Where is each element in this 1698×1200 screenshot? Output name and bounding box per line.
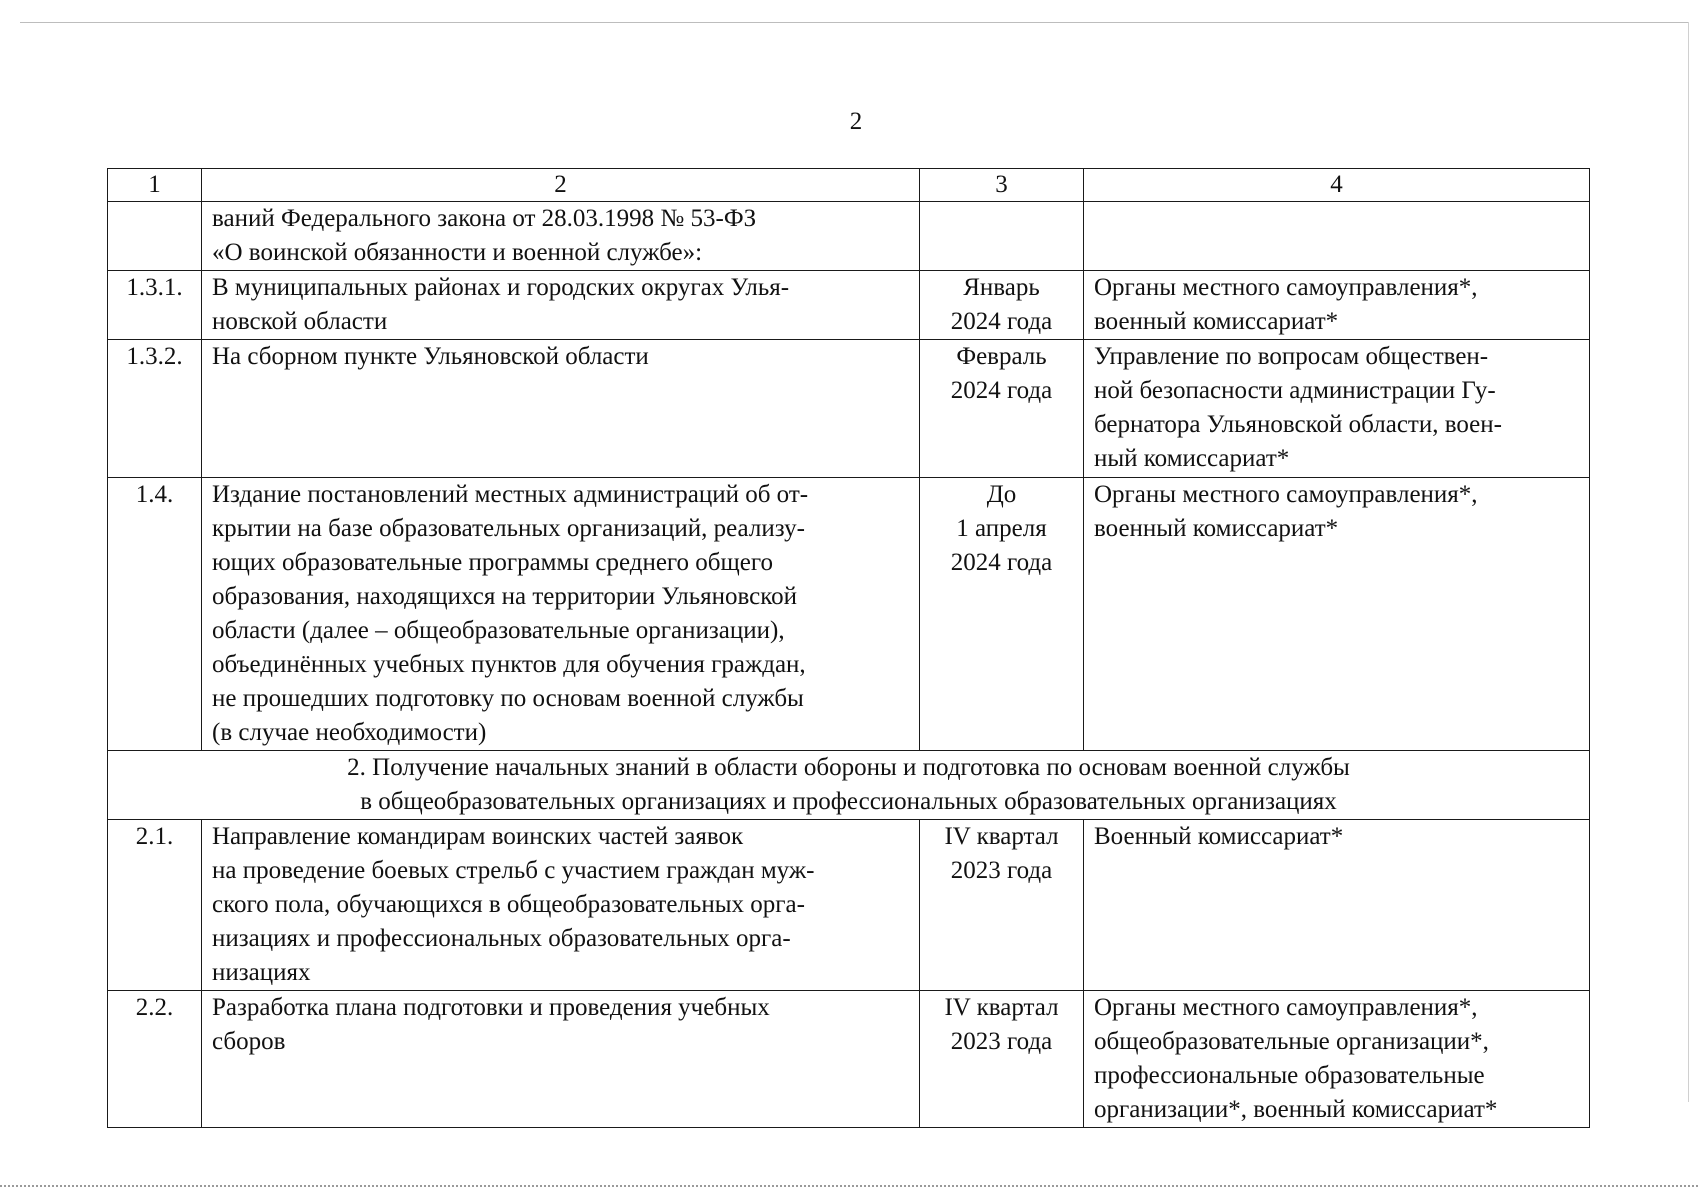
term-line: 2023 года xyxy=(950,1028,1053,1055)
responsible-line: Управление по вопросам обществен- xyxy=(1094,343,1489,370)
task-line: низациях xyxy=(212,959,311,986)
row-term xyxy=(920,820,1084,991)
task-line: На сборном пункте Ульяновской области xyxy=(212,343,649,370)
row-responsible xyxy=(1084,271,1590,340)
task-line: не прошедших подготовку по основам военной службы xyxy=(212,685,804,712)
responsible-line: организации*, военный комиссариат* xyxy=(1094,1096,1498,1123)
row-number: 1.3.1. xyxy=(108,271,202,340)
responsible-line: военный комиссариат* xyxy=(1094,308,1339,335)
row-task xyxy=(202,202,920,271)
row-term xyxy=(920,271,1084,340)
task-line: В муниципальных районах и городских округах Улья- xyxy=(212,274,790,301)
scan-edge-top xyxy=(20,22,1688,23)
task-line: ского пола, обучающихся в общеобразовательных орга- xyxy=(212,891,805,918)
responsible-line: военный комиссариат* xyxy=(1094,515,1339,542)
term-line: 2024 года xyxy=(950,549,1053,576)
responsible-line: бернатора Ульяновской области, воен- xyxy=(1094,411,1502,438)
section-heading xyxy=(108,751,1590,820)
header-col-4: 4 xyxy=(1084,169,1590,202)
task-line: «О воинской обязанности и военной службе»: xyxy=(212,239,703,266)
row-term xyxy=(920,478,1084,751)
responsible-line: общеобразовательные организации*, xyxy=(1094,1028,1489,1055)
row-task xyxy=(202,991,920,1128)
task-line: ющих образовательные программы среднего общего xyxy=(212,549,773,576)
task-line: сборов xyxy=(212,1028,286,1055)
responsible-line: ный комиссариат* xyxy=(1094,445,1290,472)
task-line: области (далее – общеобразовательные организации), xyxy=(212,617,785,644)
page-number: 2 xyxy=(849,108,863,135)
row-number: 1.3.2. xyxy=(108,340,202,478)
term-line: 2024 года xyxy=(950,308,1053,335)
task-line: Направление командирам воинских частей заявок xyxy=(212,823,744,850)
term-line: IV квартал xyxy=(944,994,1059,1021)
term-line: 2024 года xyxy=(950,377,1053,404)
row-task xyxy=(202,271,920,340)
responsible-line: Военный комиссариат* xyxy=(1094,823,1344,850)
responsible-line: ной безопасности администрации Гу- xyxy=(1094,377,1496,404)
term-line: Январь xyxy=(963,274,1040,301)
task-line: (в случае необходимости) xyxy=(212,719,487,746)
row-number: 2.2. xyxy=(108,991,202,1128)
row-responsible xyxy=(1084,340,1590,478)
scan-edge-bottom xyxy=(0,1185,1698,1187)
task-line: объединённых учебных пунктов для обучения граждан, xyxy=(212,651,806,678)
plan-table xyxy=(107,168,1590,1128)
section-heading-line: 2. Получение начальных знаний в области обороны и подготовка по основам военной службы xyxy=(347,754,1350,781)
row-term xyxy=(920,202,1084,271)
term-line: 2023 года xyxy=(950,857,1053,884)
task-line: ваний Федерального закона от 28.03.1998 № 53-ФЗ xyxy=(212,205,757,232)
row-term xyxy=(920,991,1084,1128)
row-task xyxy=(202,478,920,751)
row-responsible xyxy=(1084,202,1590,271)
row-number: 2.1. xyxy=(108,820,202,991)
term-line: IV квартал xyxy=(944,823,1059,850)
responsible-line: Органы местного самоуправления*, xyxy=(1094,994,1478,1021)
responsible-line: Органы местного самоуправления*, xyxy=(1094,481,1478,508)
table-row xyxy=(108,340,1590,478)
task-line: новской области xyxy=(212,308,388,335)
term-line: Февраль xyxy=(956,343,1047,370)
row-number: 1.4. xyxy=(108,478,202,751)
header-col-1: 1 xyxy=(108,169,202,202)
row-task xyxy=(202,820,920,991)
task-line: на проведение боевых стрельб с участием граждан муж- xyxy=(212,857,815,884)
header-col-3: 3 xyxy=(920,169,1084,202)
table-header-row xyxy=(108,169,1590,202)
table-row xyxy=(108,271,1590,340)
table-row xyxy=(108,991,1590,1128)
task-line: образования, находящихся на территории Ульяновской xyxy=(212,583,798,610)
row-task xyxy=(202,340,920,478)
responsible-line: Органы местного самоуправления*, xyxy=(1094,274,1478,301)
row-responsible xyxy=(1084,478,1590,751)
responsible-line: профессиональные образовательные xyxy=(1094,1062,1485,1089)
row-number xyxy=(108,202,202,271)
row-term xyxy=(920,340,1084,478)
term-line: 1 апреля xyxy=(956,515,1047,542)
task-line: крытии на базе образовательных организаций, реализу- xyxy=(212,515,805,542)
scan-edge-right xyxy=(1688,22,1689,1102)
task-line: низациях и профессиональных образовательных орга- xyxy=(212,925,791,952)
section-heading-line: в общеобразовательных организациях и профессиональных образовательных организациях xyxy=(360,788,1337,815)
row-responsible xyxy=(1084,991,1590,1128)
table-row xyxy=(108,820,1590,991)
table-row xyxy=(108,202,1590,271)
task-line: Разработка плана подготовки и проведения учебных xyxy=(212,994,770,1021)
table-row xyxy=(108,478,1590,751)
header-col-2: 2 xyxy=(202,169,920,202)
row-responsible xyxy=(1084,820,1590,991)
section-heading-row xyxy=(108,751,1590,820)
task-line: Издание постановлений местных администраций об от- xyxy=(212,481,809,508)
term-line: До xyxy=(986,481,1017,508)
